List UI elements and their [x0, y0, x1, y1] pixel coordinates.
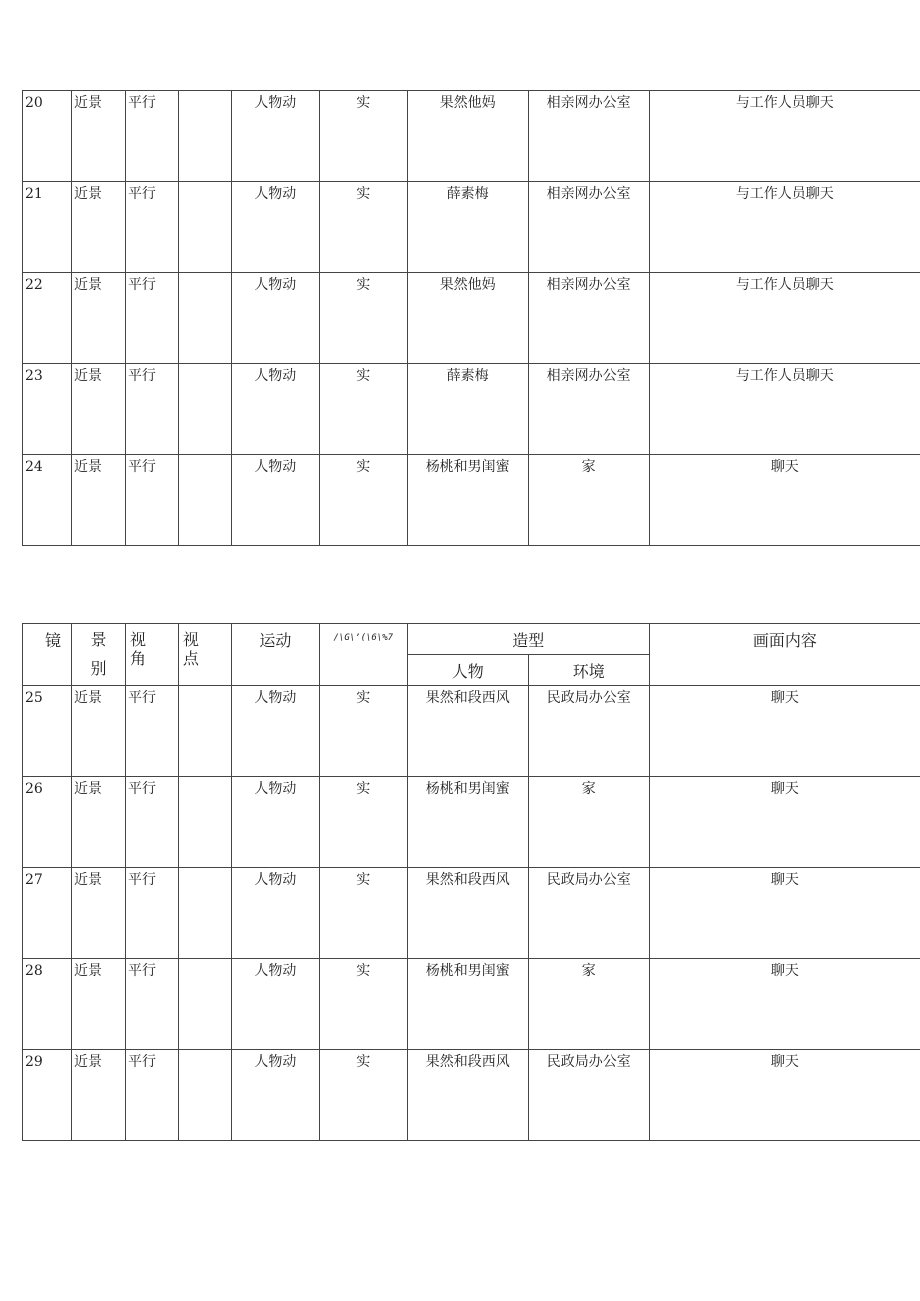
viewpoint-cell [178, 686, 231, 777]
viewpoint-cell [178, 959, 231, 1050]
movement-cell: 人物动 [231, 1050, 319, 1141]
table-row [23, 455, 920, 546]
shot-type-cell: 实 [319, 1050, 407, 1141]
shot-size-cell: 近景 [71, 182, 125, 273]
shot-type-cell: 实 [319, 182, 407, 273]
table-row [23, 868, 920, 959]
header-garbled: /\G\ʼ(\6\%7 [319, 624, 407, 686]
table-row [23, 1050, 920, 1141]
shot-type-cell: 实 [319, 364, 407, 455]
camera-angle-cell: 平行 [125, 273, 178, 364]
character-cell: 薛素梅 [407, 364, 528, 455]
table-row [23, 91, 920, 182]
shot-type-cell: 实 [319, 868, 407, 959]
character-cell: 杨桃和男闺蜜 [407, 455, 528, 546]
header-angle-line2: 角 [129, 649, 146, 668]
camera-angle-cell: 平行 [125, 777, 178, 868]
character-cell: 杨桃和男闺蜜 [407, 777, 528, 868]
shot-number-cell: 27 [23, 868, 72, 959]
environment-cell: 民政局办公室 [528, 686, 649, 777]
character-cell: 杨桃和男闺蜜 [407, 959, 528, 1050]
shot-type-cell: 实 [319, 273, 407, 364]
scene-content-cell: 与工作人员聊天 [649, 364, 920, 455]
header-content: 画面内容 [649, 624, 920, 686]
movement-cell: 人物动 [231, 91, 319, 182]
shot-size-cell: 近景 [71, 273, 125, 364]
environment-cell: 家 [528, 777, 649, 868]
scene-content-cell: 聊天 [649, 868, 920, 959]
movement-cell: 人物动 [231, 455, 319, 546]
shot-size-cell: 近景 [71, 959, 125, 1050]
viewpoint-cell [178, 273, 231, 364]
shot-number-cell: 23 [23, 364, 72, 455]
shot-size-cell: 近景 [71, 686, 125, 777]
shot-size-cell: 近景 [71, 91, 125, 182]
viewpoint-cell [178, 868, 231, 959]
shot-number-cell: 24 [23, 455, 72, 546]
scene-content-cell: 聊天 [649, 686, 920, 777]
table-2-header [23, 624, 920, 686]
shot-number-cell: 25 [23, 686, 72, 777]
shot-number-cell: 20 [23, 91, 72, 182]
environment-cell: 相亲网办公室 [528, 364, 649, 455]
header-viewpoint-line2: 点 [182, 649, 199, 668]
table-2-body [23, 686, 920, 1141]
header-movement: 运动 [231, 624, 319, 686]
shot-type-cell: 实 [319, 959, 407, 1050]
shot-size-cell: 近景 [71, 1050, 125, 1141]
camera-angle-cell: 平行 [125, 1050, 178, 1141]
header-viewpoint [178, 624, 231, 686]
viewpoint-cell [178, 455, 231, 546]
shot-size-cell: 近景 [71, 364, 125, 455]
table-row [23, 364, 920, 455]
camera-angle-cell: 平行 [125, 686, 178, 777]
storyboard-table-2 [22, 623, 920, 1141]
header-environment: 环境 [528, 655, 649, 686]
header-styling: 造型 [407, 624, 649, 655]
viewpoint-cell [178, 777, 231, 868]
table-row [23, 273, 920, 364]
movement-cell: 人物动 [231, 182, 319, 273]
shot-type-cell: 实 [319, 777, 407, 868]
shot-number-cell: 29 [23, 1050, 72, 1141]
table-1-body [23, 91, 920, 546]
viewpoint-cell [178, 91, 231, 182]
table-row [23, 959, 920, 1050]
shot-size-cell: 近景 [71, 777, 125, 868]
camera-angle-cell: 平行 [125, 455, 178, 546]
character-cell: 果然他妈 [407, 273, 528, 364]
storyboard-table-1 [22, 90, 920, 546]
viewpoint-cell [178, 182, 231, 273]
table-row [23, 182, 920, 273]
environment-cell: 民政局办公室 [528, 1050, 649, 1141]
environment-cell: 相亲网办公室 [528, 91, 649, 182]
header-shot-size-line1: 景 [90, 630, 107, 649]
movement-cell: 人物动 [231, 868, 319, 959]
movement-cell: 人物动 [231, 959, 319, 1050]
environment-cell: 家 [528, 455, 649, 546]
scene-content-cell: 聊天 [649, 959, 920, 1050]
header-character: 人物 [407, 655, 528, 686]
shot-number-cell: 26 [23, 777, 72, 868]
environment-cell: 民政局办公室 [528, 868, 649, 959]
movement-cell: 人物动 [231, 364, 319, 455]
scene-content-cell: 与工作人员聊天 [649, 273, 920, 364]
shot-number-cell: 28 [23, 959, 72, 1050]
scene-content-cell: 与工作人员聊天 [649, 91, 920, 182]
header-viewpoint-line1: 视 [182, 630, 199, 649]
header-angle-line1: 视 [129, 630, 146, 649]
environment-cell: 相亲网办公室 [528, 182, 649, 273]
shot-type-cell: 实 [319, 91, 407, 182]
shot-size-cell: 近景 [71, 455, 125, 546]
scene-content-cell: 与工作人员聊天 [649, 182, 920, 273]
shot-type-cell: 实 [319, 686, 407, 777]
header-shot-size [71, 624, 125, 686]
camera-angle-cell: 平行 [125, 91, 178, 182]
header-shot-size-line2: 别 [90, 659, 107, 678]
shot-size-cell: 近景 [71, 868, 125, 959]
table-row [23, 777, 920, 868]
movement-cell: 人物动 [231, 273, 319, 364]
environment-cell: 家 [528, 959, 649, 1050]
viewpoint-cell [178, 364, 231, 455]
character-cell: 薛素梅 [407, 182, 528, 273]
environment-cell: 相亲网办公室 [528, 273, 649, 364]
character-cell: 果然和段西风 [407, 686, 528, 777]
scene-content-cell: 聊天 [649, 1050, 920, 1141]
header-angle [125, 624, 178, 686]
movement-cell: 人物动 [231, 686, 319, 777]
viewpoint-cell [178, 1050, 231, 1141]
camera-angle-cell: 平行 [125, 182, 178, 273]
table-row [23, 686, 920, 777]
scene-content-cell: 聊天 [649, 777, 920, 868]
shot-number-cell: 21 [23, 182, 72, 273]
camera-angle-cell: 平行 [125, 868, 178, 959]
camera-angle-cell: 平行 [125, 364, 178, 455]
character-cell: 果然和段西风 [407, 868, 528, 959]
header-shot-no: 镜 [23, 624, 72, 686]
character-cell: 果然他妈 [407, 91, 528, 182]
scene-content-cell: 聊天 [649, 455, 920, 546]
character-cell: 果然和段西风 [407, 1050, 528, 1141]
camera-angle-cell: 平行 [125, 959, 178, 1050]
shot-type-cell: 实 [319, 455, 407, 546]
shot-number-cell: 22 [23, 273, 72, 364]
movement-cell: 人物动 [231, 777, 319, 868]
